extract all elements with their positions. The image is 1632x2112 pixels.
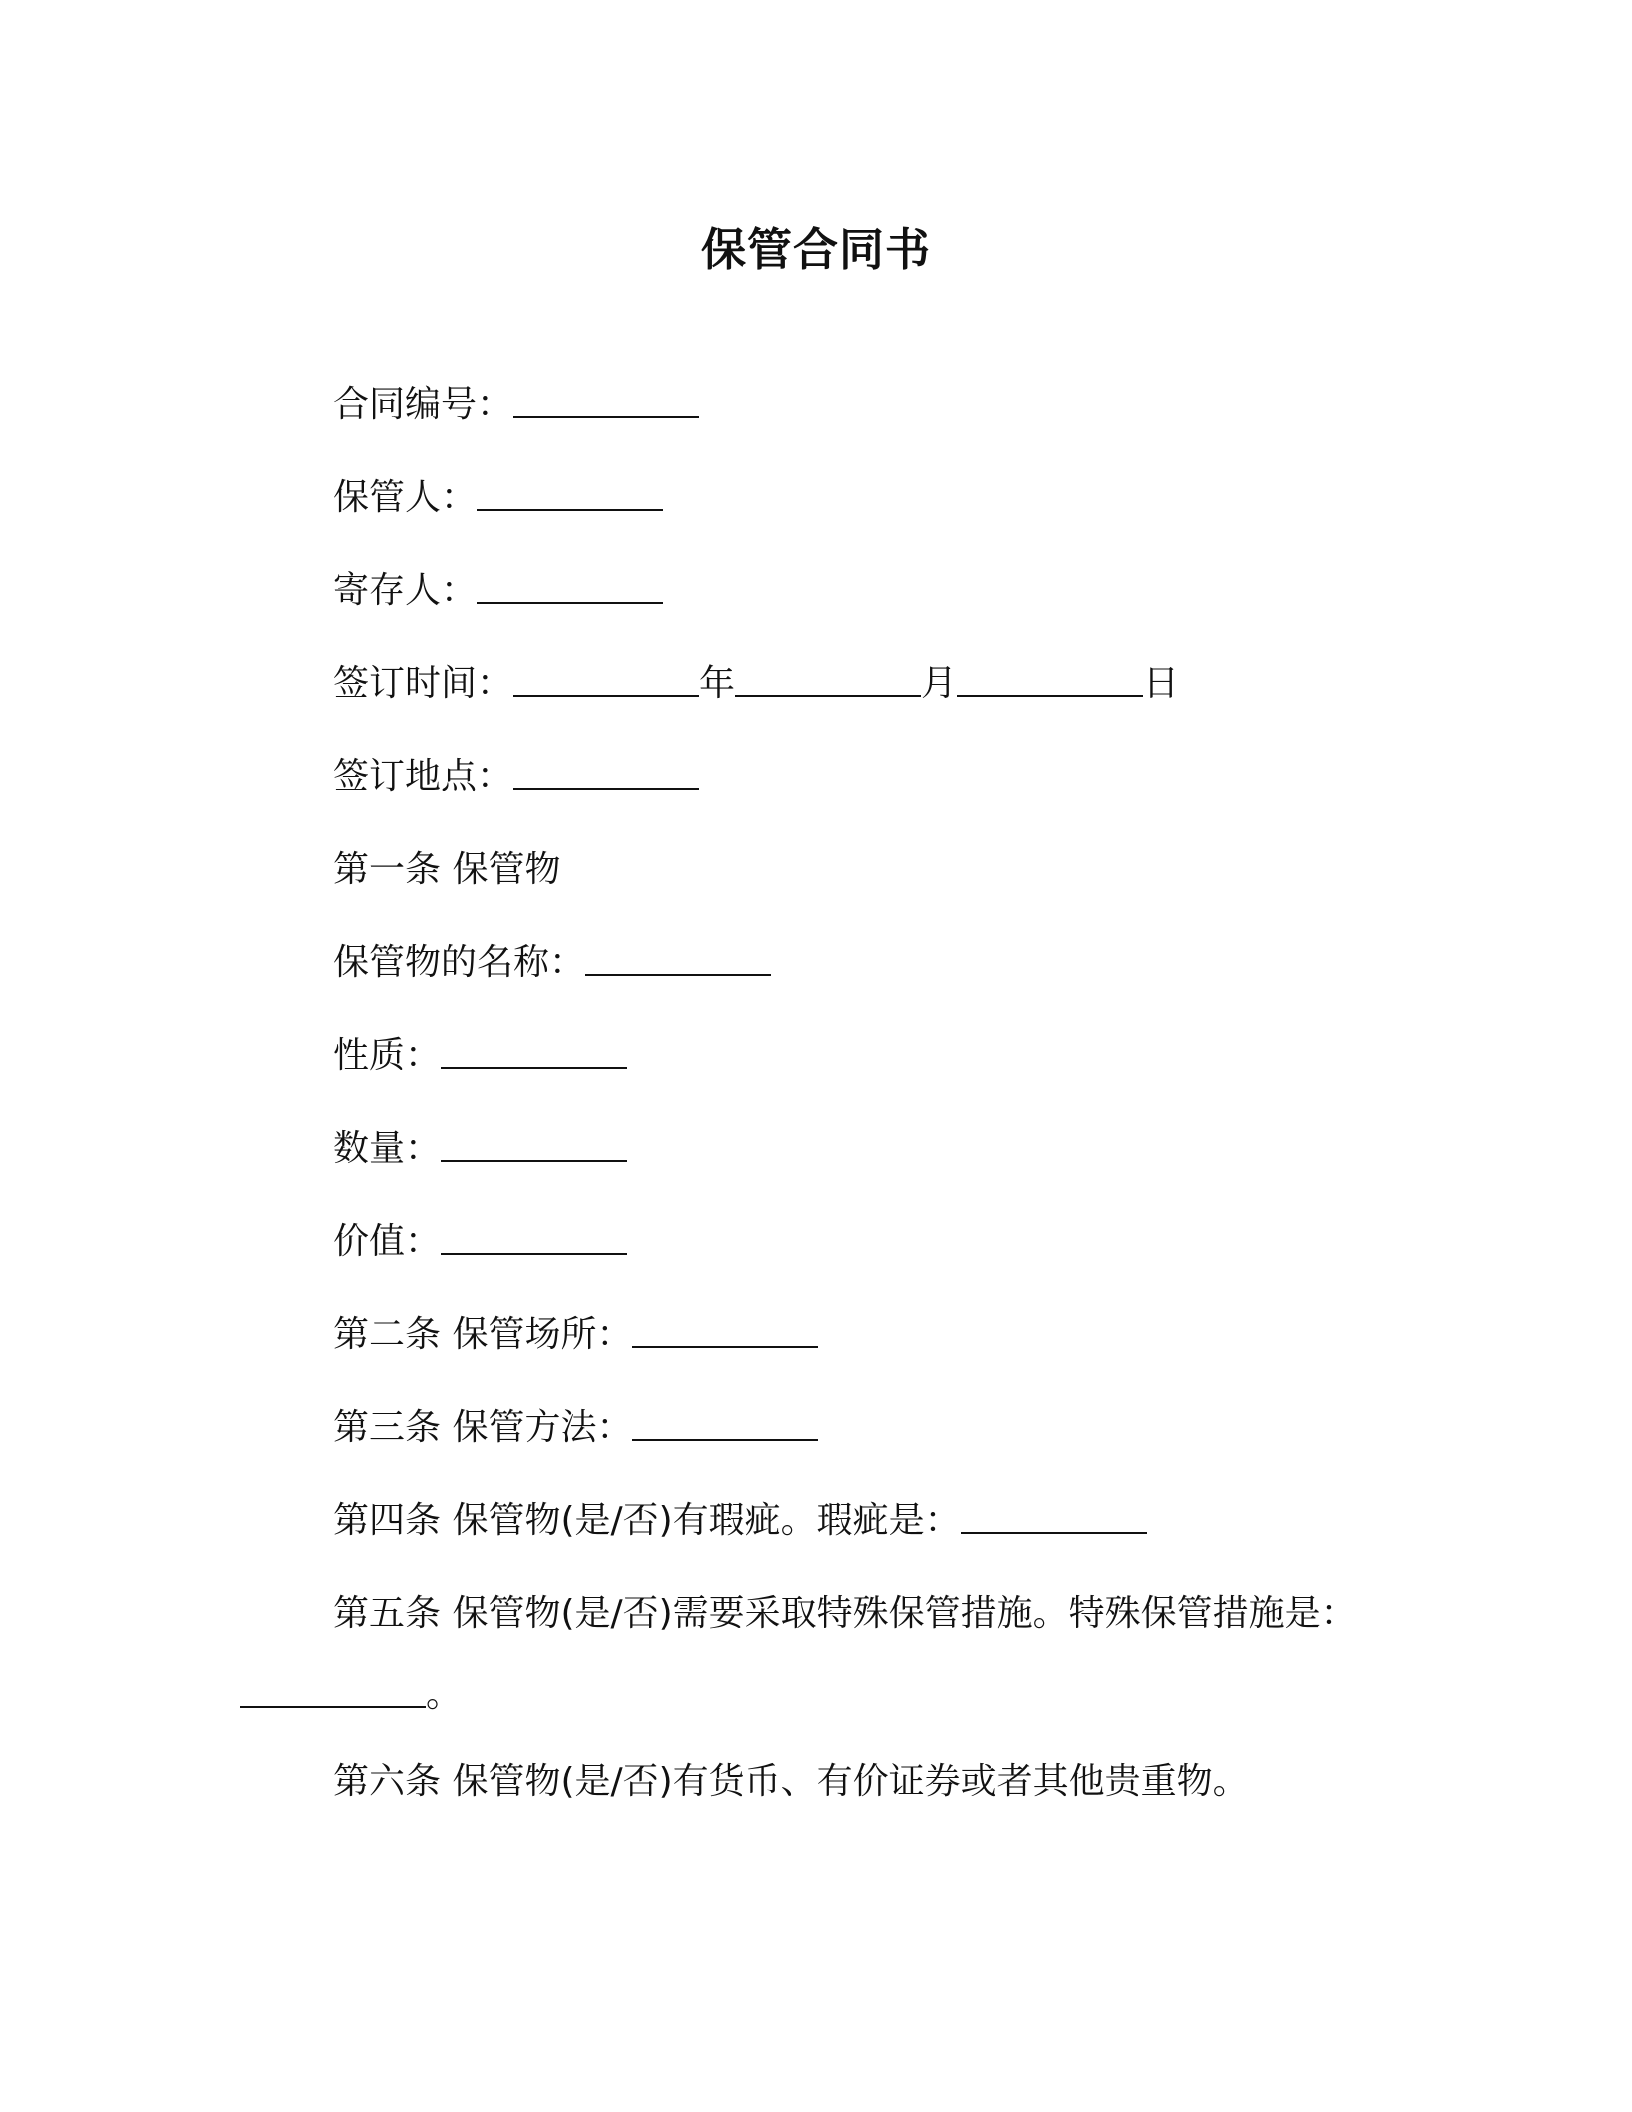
storage-place-blank[interactable] bbox=[632, 1342, 818, 1348]
custodian-line bbox=[333, 473, 663, 523]
item-name-label: 保管物的名称： bbox=[333, 942, 586, 983]
item-value-blank[interactable] bbox=[441, 1249, 627, 1255]
article-5-line bbox=[333, 1589, 1357, 1639]
signing-day-blank[interactable] bbox=[957, 691, 1143, 697]
depositor-line bbox=[333, 566, 663, 616]
item-value-label: 价值： bbox=[333, 1221, 442, 1262]
item-name-blank[interactable] bbox=[585, 970, 771, 976]
article-1-label: 第一条 保管物 bbox=[333, 849, 561, 890]
article-3-line bbox=[333, 1403, 818, 1453]
contract-number-label: 合同编号： bbox=[333, 384, 514, 425]
article-6-line bbox=[333, 1757, 1249, 1807]
custodian-label: 保管人： bbox=[333, 477, 478, 518]
contract-number-blank[interactable] bbox=[513, 412, 699, 418]
depositor-label: 寄存人： bbox=[333, 570, 478, 611]
article-2-line bbox=[333, 1310, 818, 1360]
custodian-blank[interactable] bbox=[477, 505, 663, 511]
signing-place-blank[interactable] bbox=[513, 784, 699, 790]
item-name-line bbox=[333, 938, 771, 988]
article-4-label: 第四条 保管物(是/否)有瑕疵。瑕疵是： bbox=[333, 1500, 961, 1541]
item-quantity-line bbox=[333, 1124, 627, 1174]
item-quantity-label: 数量： bbox=[333, 1128, 442, 1169]
article-1-heading bbox=[333, 845, 560, 895]
signing-month-blank[interactable] bbox=[735, 691, 921, 697]
signing-time-label: 签订时间： bbox=[333, 663, 514, 704]
article-5-end-mark: 。 bbox=[426, 1674, 463, 1715]
defect-blank[interactable] bbox=[961, 1528, 1147, 1534]
signing-year-blank[interactable] bbox=[513, 691, 699, 697]
article-5-continuation bbox=[240, 1670, 462, 1720]
storage-method-blank[interactable] bbox=[632, 1435, 818, 1441]
article-4-line bbox=[333, 1496, 1147, 1546]
item-quantity-blank[interactable] bbox=[441, 1156, 627, 1162]
item-nature-blank[interactable] bbox=[441, 1063, 627, 1069]
article-2-label: 第二条 保管场所： bbox=[333, 1314, 633, 1355]
year-unit: 年 bbox=[699, 663, 736, 704]
special-measures-blank[interactable] bbox=[240, 1702, 426, 1708]
signing-place-label: 签订地点： bbox=[333, 756, 514, 797]
signing-time-line bbox=[333, 659, 1179, 709]
day-unit: 日 bbox=[1143, 663, 1180, 704]
item-value-line bbox=[333, 1217, 627, 1267]
contract-number-line bbox=[333, 380, 699, 430]
depositor-blank[interactable] bbox=[477, 598, 663, 604]
article-3-label: 第三条 保管方法： bbox=[333, 1407, 633, 1448]
article-5-label: 第五条 保管物(是/否)需要采取特殊保管措施。特殊保管措施是： bbox=[333, 1593, 1357, 1634]
document-title: 保管合同书 bbox=[700, 223, 931, 276]
signing-place-line bbox=[333, 752, 699, 802]
item-nature-label: 性质： bbox=[333, 1035, 442, 1076]
month-unit: 月 bbox=[921, 663, 958, 704]
item-nature-line bbox=[333, 1031, 627, 1081]
article-6-label: 第六条 保管物(是/否)有货币、有价证券或者其他贵重物。 bbox=[333, 1761, 1249, 1802]
